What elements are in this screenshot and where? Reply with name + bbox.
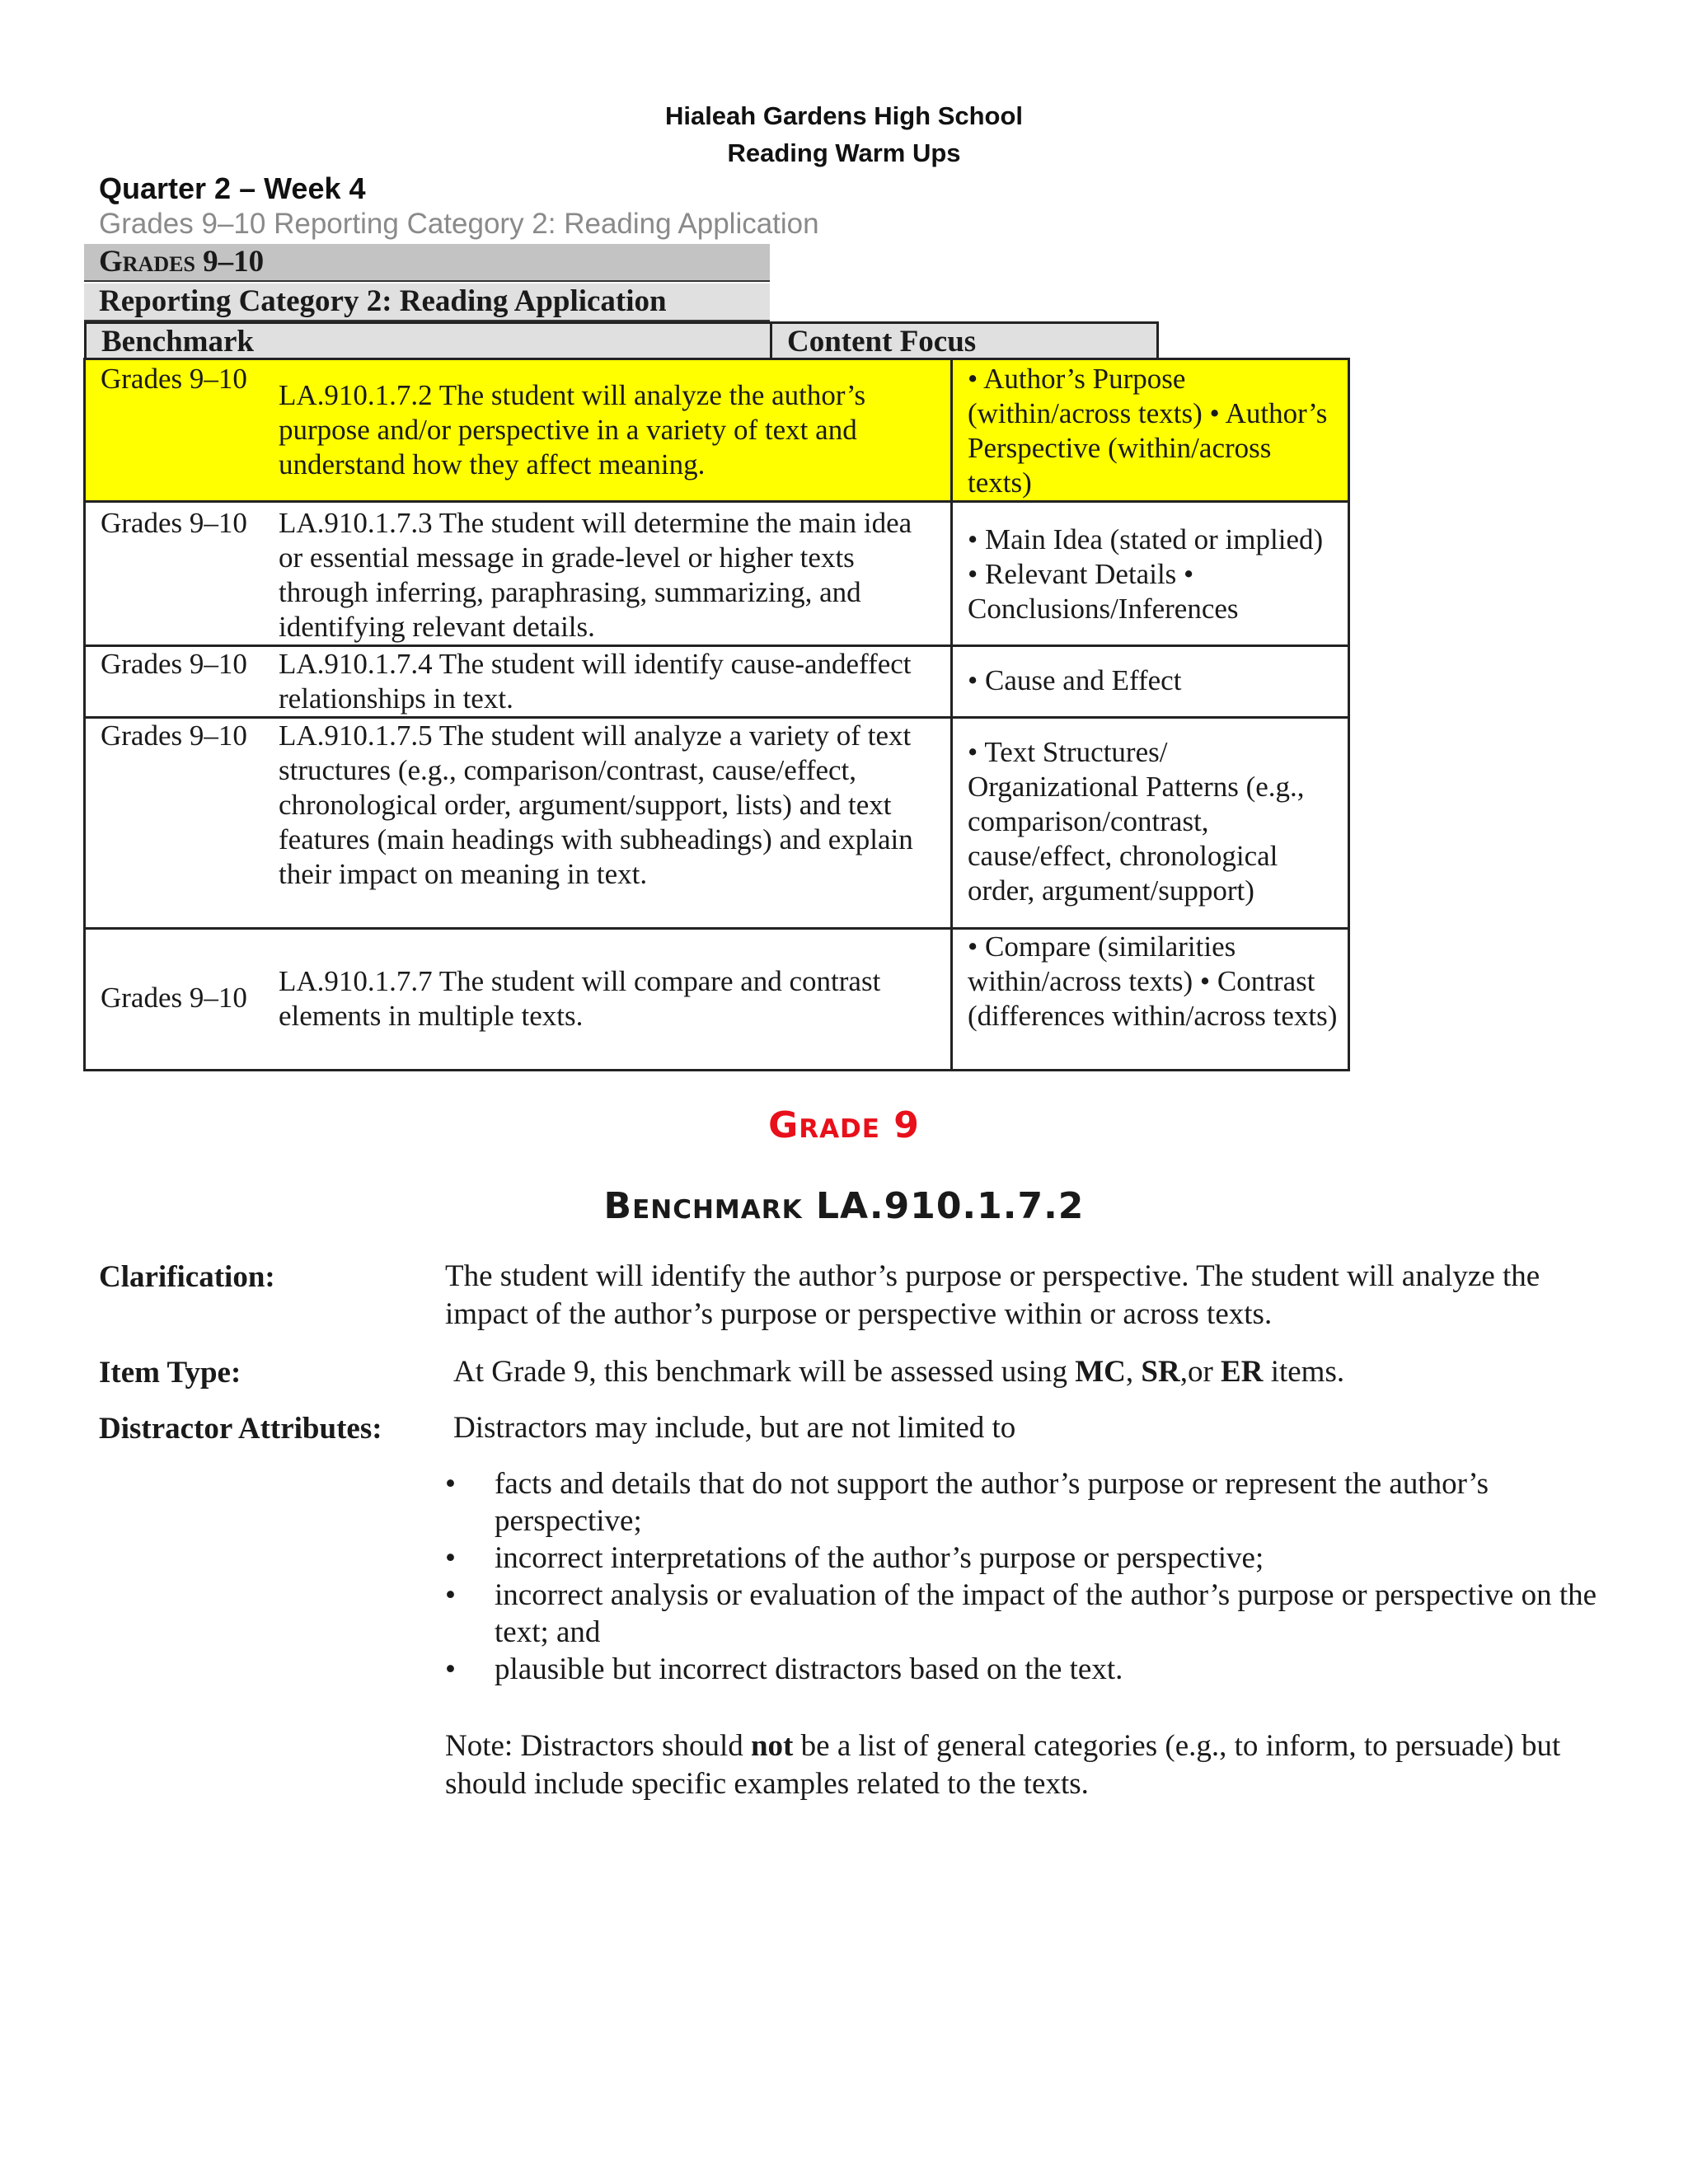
table-row bbox=[85, 646, 1349, 718]
content-focus-cell: • Cause and Effect bbox=[952, 646, 1349, 718]
table-row bbox=[85, 502, 1349, 646]
table-row bbox=[85, 929, 1349, 1071]
grade-label: Grades 9–10 bbox=[101, 719, 247, 752]
note-post: be a list of general categories (e.g., to inform, to persuade) but should include specific examples related to the texts. bbox=[445, 1729, 1561, 1801]
bullet-icon: • bbox=[445, 1652, 456, 1686]
list-item bbox=[445, 1577, 1599, 1651]
benchmark-table bbox=[83, 358, 1350, 1071]
benchmark-title bbox=[0, 1185, 1688, 1227]
table-row bbox=[85, 359, 1349, 502]
distractor-attributes-label: Distractor Attributes: bbox=[99, 1412, 382, 1446]
grade-label: Grades 9–10 bbox=[101, 648, 247, 680]
content-focus-cell: • Text Structures/ Organizational Patterns (e.g., comparison/contrast, cause/effect, chronological order, argument/support) bbox=[952, 718, 1349, 929]
benchmark-text: LA.910.1.7.2 The student will analyze the author’s purpose and/or perspective in a variety of text and understand how they affect meaning. bbox=[279, 379, 866, 480]
benchmark-column-label: Benchmark bbox=[101, 325, 254, 359]
clarification-text: The student will identify the author’s purpose or perspective. The student will analyze the impact of the author’s purpose or perspective within or across texts. bbox=[445, 1259, 1540, 1331]
distractor-text: incorrect interpretations of the author’s purpose or perspective; bbox=[495, 1541, 1264, 1575]
item-type-text bbox=[453, 1353, 1599, 1391]
document-subtitle: Reading Warm Ups bbox=[727, 138, 961, 167]
grade-label: Grades 9–10 bbox=[101, 507, 247, 539]
school-name: Hialeah Gardens High School bbox=[664, 101, 1024, 130]
distractor-list bbox=[445, 1465, 1599, 1688]
content-focus-cell: • Author’s Purpose (within/across texts) • Author’s Perspective (within/across texts) bbox=[952, 359, 1349, 502]
grade-title: Grade 9 bbox=[768, 1104, 920, 1146]
benchmark-cell bbox=[85, 718, 952, 929]
item-type-pre: At Grade 9, this benchmark will be assessed using bbox=[453, 1355, 1076, 1389]
category-header bbox=[84, 284, 770, 321]
grade-label: Grades 9–10 bbox=[101, 982, 247, 1014]
content-focus-column-header bbox=[770, 321, 1159, 359]
grades-header bbox=[84, 244, 770, 282]
category-header-label: Reporting Category 2: Reading Application bbox=[99, 284, 667, 318]
quarter-week-title: Quarter 2 – Week 4 bbox=[99, 171, 366, 205]
distractor-text: facts and details that do not support the author’s purpose or represent the author’s perspective; bbox=[495, 1467, 1489, 1538]
distractor-text: plausible but incorrect distractors based on the text. bbox=[495, 1652, 1123, 1686]
note-text bbox=[445, 1727, 1591, 1803]
list-item bbox=[445, 1465, 1599, 1540]
distractor-text: incorrect analysis or evaluation of the impact of the author’s purpose or perspective on the text; and bbox=[495, 1578, 1597, 1649]
benchmark-title-prefix: Benchmark bbox=[603, 1185, 803, 1227]
list-item bbox=[445, 1540, 1599, 1577]
note-pre: Note: Distractors should bbox=[445, 1729, 751, 1763]
benchmark-cell bbox=[85, 929, 952, 1071]
item-type-label: Item Type: bbox=[99, 1356, 241, 1390]
benchmark-cell bbox=[85, 502, 952, 646]
item-type-sr: SR bbox=[1141, 1355, 1180, 1389]
bullet-icon: • bbox=[445, 1467, 456, 1501]
item-type-post: items. bbox=[1263, 1355, 1345, 1389]
content-focus-cell: • Main Idea (stated or implied) • Relevant Details • Conclusions/Inferences bbox=[952, 502, 1349, 646]
note-bold: not bbox=[750, 1729, 794, 1763]
item-type-sep1: , bbox=[1125, 1355, 1142, 1389]
benchmark-column-header bbox=[84, 321, 771, 359]
content-focus-cell: • Compare (similarities within/across texts) • Contrast (differences within/across texts) bbox=[952, 929, 1349, 1071]
item-type-sep2: ,or bbox=[1179, 1355, 1221, 1389]
grade-label: Grades 9–10 bbox=[101, 363, 247, 395]
list-item bbox=[445, 1651, 1599, 1688]
benchmark-text: LA.910.1.7.3 The student will determine the main idea or essential message in grade-level or higher texts through inferring, paraphrasing, summarizing, and identifying relevant details. bbox=[279, 507, 912, 643]
benchmark-cell bbox=[85, 646, 952, 718]
grades-header-label: Grades 9–10 bbox=[99, 245, 265, 279]
document-header bbox=[0, 97, 1688, 171]
benchmark-text: LA.910.1.7.4 The student will identify cause-andeffect relationships in text. bbox=[279, 648, 912, 715]
bullet-icon: • bbox=[445, 1578, 456, 1612]
content-focus-column-label: Content Focus bbox=[787, 325, 977, 359]
table-row bbox=[85, 718, 1349, 929]
bullet-icon: • bbox=[445, 1541, 456, 1575]
item-type-mc: MC bbox=[1075, 1355, 1126, 1389]
benchmark-text: LA.910.1.7.5 The student will analyze a variety of text structures (e.g., comparison/contrast, cause/effect, chronological order, argument/support, lists) and text features (main headings with subheadings) and explain their impact on meaning in text. bbox=[279, 719, 913, 890]
benchmark-title-code: LA.910.1.7.2 bbox=[815, 1185, 1085, 1227]
distractor-intro: Distractors may include, but are not limited to bbox=[453, 1411, 1016, 1445]
item-type-er: ER bbox=[1221, 1355, 1264, 1389]
benchmark-cell bbox=[85, 359, 952, 502]
benchmark-text: LA.910.1.7.7 The student will compare and contrast elements in multiple texts. bbox=[279, 965, 881, 1032]
reporting-category-line: Grades 9–10 Reporting Category 2: Reading Application bbox=[99, 208, 819, 240]
clarification-label: Clarification: bbox=[99, 1260, 275, 1294]
